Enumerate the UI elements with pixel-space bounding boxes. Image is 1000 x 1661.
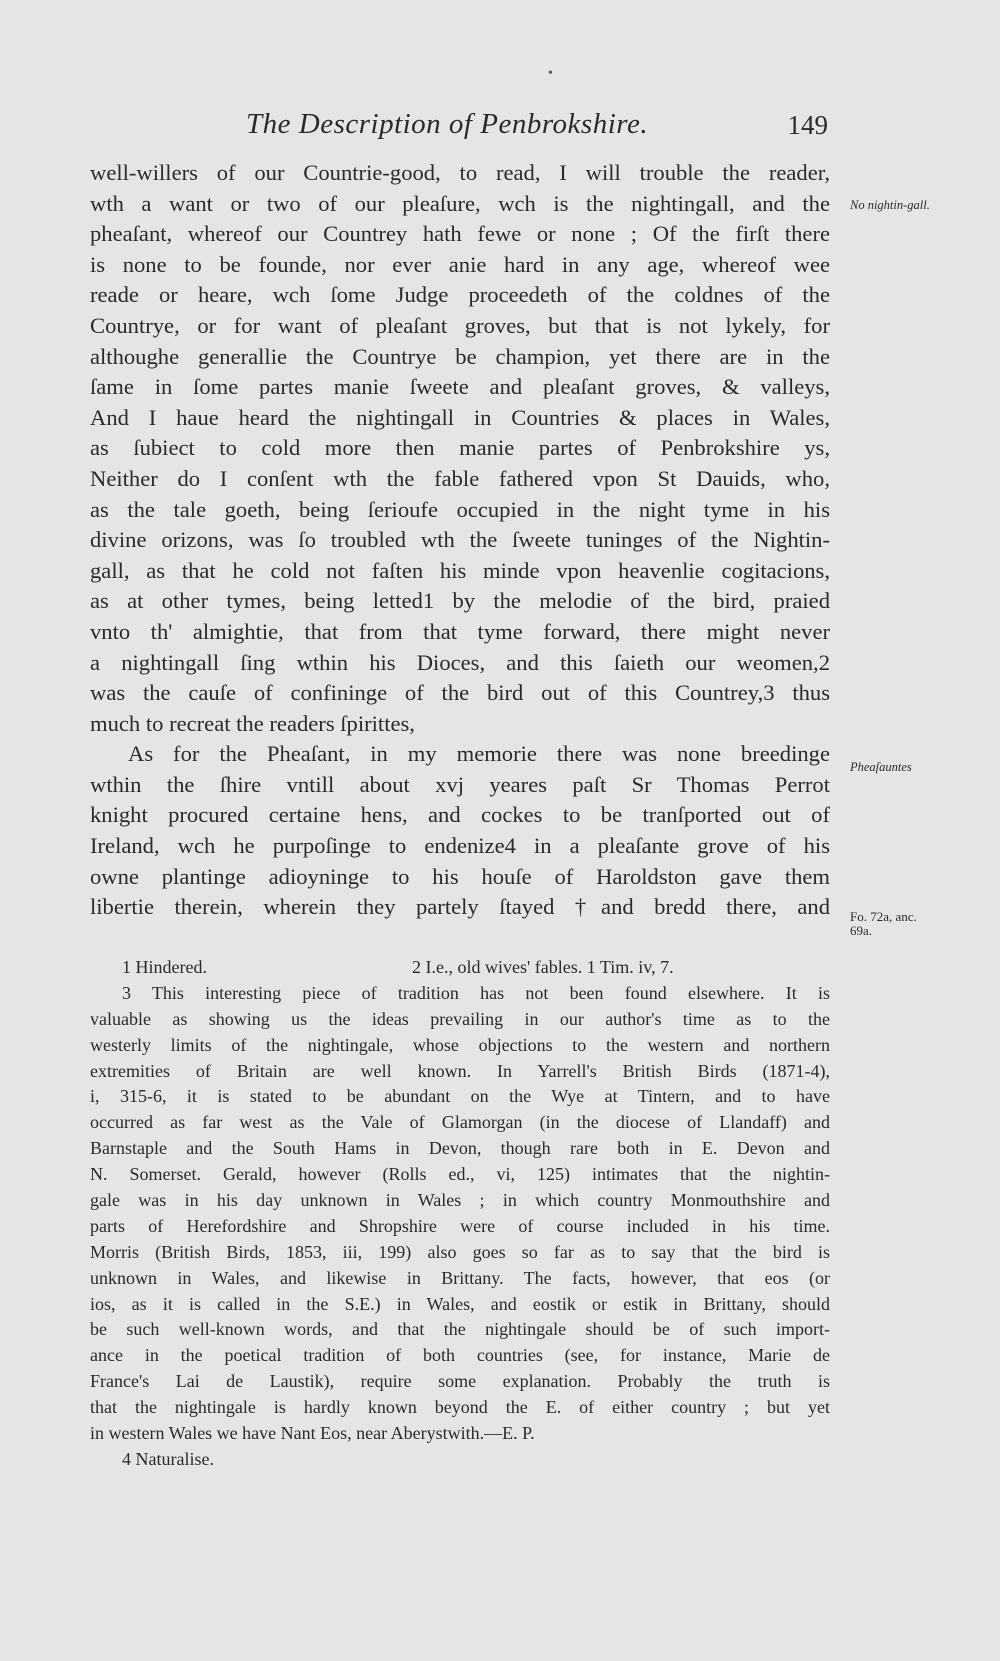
footnote-2: 2 I.e., old wives' fables. 1 Tim. iv, 7. <box>412 957 674 977</box>
text-line: wth a want or two of our pleaſure, wch is the nightingall, and the <box>90 190 830 216</box>
footnote-row-1-2 <box>90 955 830 981</box>
text-line: was the cauſe of confininge of the bird out of this Countrey,3 thus <box>90 680 830 706</box>
text-line: owne plantinge adioyninge to his houſe of Haroldston gave them <box>90 863 830 889</box>
text-line: vnto th' almightie, that from that tyme forward, there might never <box>90 618 830 644</box>
footnote-3-line: France's Lai de Laustik), require some explanation. Probably the truth is <box>90 1371 830 1392</box>
text-line: gall, as that he cold not faſten his minde vpon heavenlie cogitacions, <box>90 557 830 583</box>
text-line: althoughe generallie the Countrye be champion, yet there are in the <box>90 343 830 369</box>
footnote-3-line: 3 This interesting piece of tradition has not been found elsewhere. It is <box>122 982 830 1003</box>
footnote-3-line: i, 315-6, it is stated to be abundant on the Wye at Tintern, and to have <box>90 1086 830 1107</box>
footnote-3-line: Barnstaple and the South Hams in Devon, though rare both in E. Devon and <box>90 1138 830 1159</box>
main-text <box>90 158 830 923</box>
page-number: 149 <box>787 110 828 140</box>
text-line: well-willers of our Countrie-good, to read, I will trouble the reader, <box>90 160 830 185</box>
footnote-3-line: that the nightingale is hardly known beyond the E. of either country ; but yet <box>90 1397 830 1418</box>
text-line: And I haue heard the nightingall in Countries & places in Wales, <box>90 404 830 430</box>
text-line: as ſubiect to cold more then manie partes of Penbrokshire ys, <box>90 435 830 461</box>
text-line: Neither do I conſent wth the fable fathered vpon St Dauids, who, <box>90 465 830 491</box>
footnote-3-line: valuable as showing us the ideas prevailing in our author's time as to the <box>90 1008 830 1029</box>
footnote-3-line: ios, as it is called in the S.E.) in Wales, and eostik or estik in Brittany, should <box>90 1293 830 1314</box>
running-title: The Description of Penbrokshire. <box>246 108 649 140</box>
margin-note-folio: Fo. 72a, anc. 69a. <box>850 909 917 938</box>
footnote-3-line: occurred as far west as the Vale of Glamorgan (in the diocese of Llandaff) and <box>90 1112 830 1133</box>
footnote-3-line: be such well-known words, and that the nightingale should be of such import- <box>90 1319 830 1340</box>
footnote-3-line: Morris (British Birds, 1853, iii, 199) also goes so far as to say that the bird is <box>90 1241 830 1262</box>
text-line: divine orizons, was ſo troubled wth the ſweete tuninges of the Nightin- <box>90 527 830 553</box>
text-line: ſame in ſome partes manie ſweete and pleaſant groves, & valleys, <box>90 374 830 400</box>
text-line: As for the Pheaſant, in my memorie there was none breedinge <box>128 741 830 767</box>
text-line: knight procured certaine hens, and cockes to be tranſported out of <box>90 802 830 828</box>
margin-note-nightingale: No nightin-gall. <box>850 198 930 212</box>
text-line: is none to be founde, nor ever anie hard in any age, whereof wee <box>90 251 830 277</box>
footnote-1: 1 Hindered. <box>122 957 207 977</box>
running-head <box>88 108 828 148</box>
margin-note-pheasant: Pheaſauntes <box>850 760 912 774</box>
footnote-3-line: N. Somerset. Gerald, however (Rolls ed., vi, 125) intimates that the nightin- <box>90 1164 830 1185</box>
footnote-3-line: westerly limits of the nightingale, whose objections to the western and northern <box>90 1034 830 1055</box>
footnotes <box>90 955 830 1473</box>
text-line: pheaſant, whereof our Countrey hath fewe or none ; Of the firſt there <box>90 221 830 247</box>
text-line: a nightingall ſing wthin his Dioces, and this ſaieth our weomen,2 <box>90 649 830 675</box>
text-line: reade or heare, wch ſome Judge proceedeth of the coldnes of the <box>90 282 830 308</box>
stray-ink-mark: • <box>548 66 553 81</box>
footnote-3-line: gale was in his day unknown in Wales ; in which country Monmouthshire and <box>90 1190 830 1211</box>
text-line: Ireland, wch he purpoſinge to endenize4 in a pleaſante grove of his <box>90 833 830 859</box>
footnote-3-line: parts of Herefordshire and Shropshire were of course included in his time. <box>90 1215 830 1236</box>
text-line: wthin the ſhire vntill about xvj yeares paſt Sr Thomas Perrot <box>90 771 830 797</box>
footnote-3-line: ance in the poetical tradition of both countries (see, for instance, Marie de <box>90 1345 830 1366</box>
text-line: much to recreat the readers ſpirittes, <box>90 710 415 736</box>
text-line: as the tale goeth, being ſerioufe occupied in the night tyme in his <box>90 496 830 522</box>
footnote-3-line: in western Wales we have Nant Eos, near Aberystwith.—E. P. <box>90 1423 535 1444</box>
text-line: as at other tymes, being letted1 by the melodie of the bird, praied <box>90 588 830 614</box>
footnote-3-line: unknown in Wales, and likewise in Brittany. The facts, however, that eos (or <box>90 1267 830 1288</box>
footnote-4: 4 Naturalise. <box>122 1448 214 1469</box>
footnote-3-line: extremities of Britain are well known. In Yarrell's British Birds (1871-4), <box>90 1060 830 1081</box>
text-line: libertie therein, wherein they partely ſtayed †and bredd there, and <box>90 894 830 920</box>
text-line: Countrye, or for want of pleaſant groves, but that is not lykely, for <box>90 312 830 338</box>
